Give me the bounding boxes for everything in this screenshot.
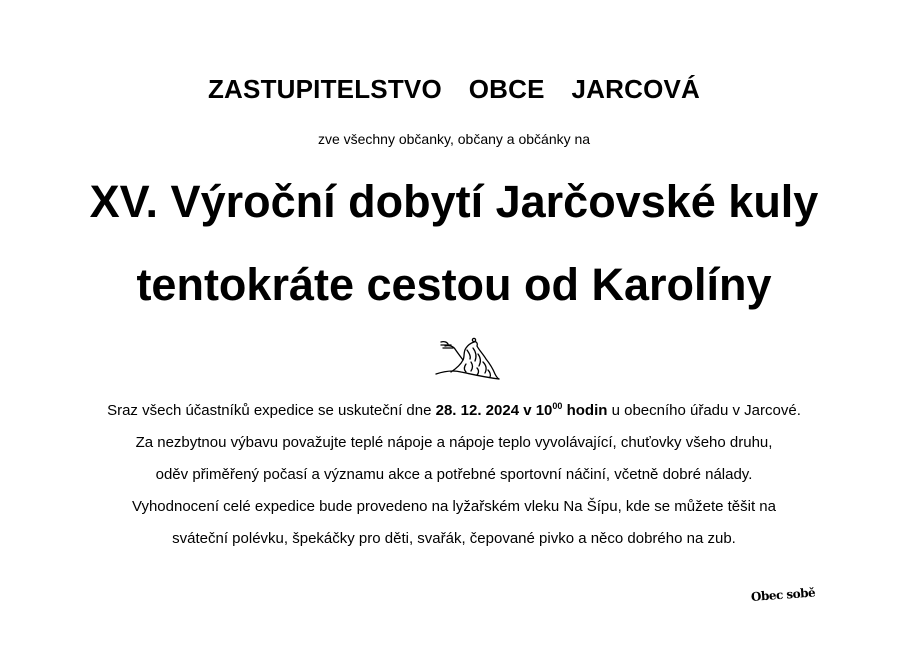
invitation-line: zve všechny občanky, občany a občánky na (317, 131, 591, 147)
paragraph-line-1 (30, 403, 878, 418)
event-title-line-1: XV. Výroční dobytí Jarčovské kuly (89, 176, 819, 227)
meeting-text: Sraz všech účastníků expedice se uskuteční dne (107, 402, 436, 419)
paragraph-line-4: Vyhodnocení celé expedice bude provedeno na lyžařském vleku Na Šípu, kde se můžete těšit na (132, 498, 776, 515)
meeting-place: u obecního úřadu v Jarcové. (607, 402, 801, 419)
mountain-icon (433, 334, 501, 384)
paragraph-line-2: Za nezbytnou výbavu považujte teplé nápoje a nápoje teplo vyvolávající, chuťovky všeho druhu, (135, 434, 773, 451)
signature: Obec sobě (750, 585, 816, 604)
paragraph-line-5: sváteční polévku, špekáčky pro děti, svařák, čepované pivko a něco dobrého na zub. (172, 530, 736, 547)
event-title-line-2: tentokráte cestou od Karolíny (136, 259, 772, 310)
organization-heading: ZASTUPITELSTVO OBCE JARCOVÁ (207, 74, 701, 104)
meeting-minutes: 00 (552, 401, 563, 411)
meeting-date: 28. 12. 2024 v 10 (435, 402, 553, 419)
paragraph-line-3: oděv přiměřený počasí a významu akce a potřebné sportovní náčiní, včetně dobré nálady. (155, 466, 753, 483)
meeting-hours-word: hodin (562, 402, 608, 419)
